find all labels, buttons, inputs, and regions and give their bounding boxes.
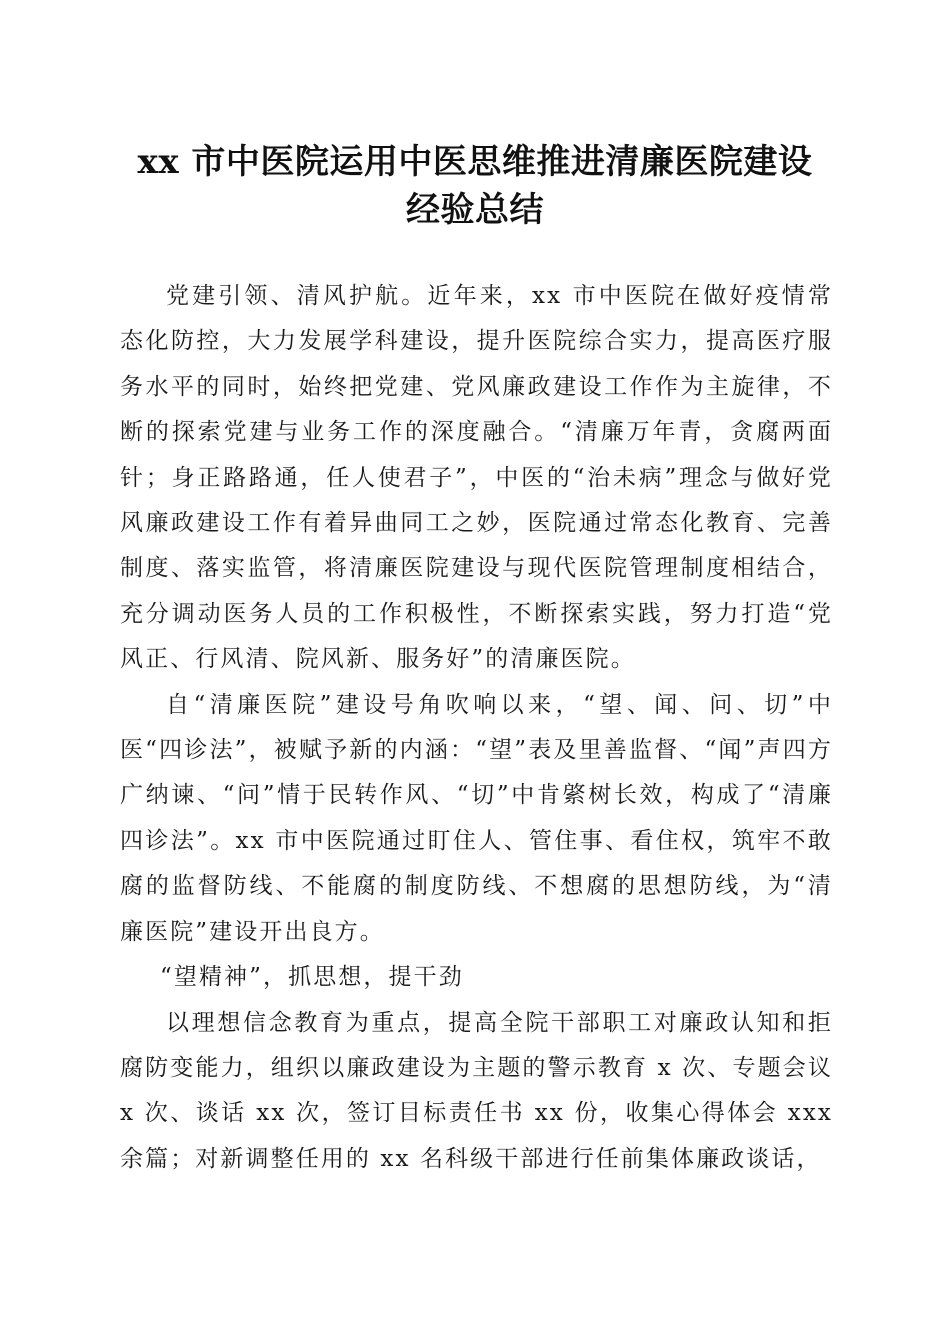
paragraph-four-diagnosis: 自“清廉医院”建设号角吹响以来，“望、闻、问、切”中医“四诊法”，被赋予新的内涵：“望”表及里善监督、“闻”声四方广纳谏、“问”情于民转作风、“切”中肯綮树长效，构成了“清廉四诊法”。xx 市中医院通过盯住人、管住事、看住权，筑牢不敢腐的监督防线、不能腐的制度防线、不想腐的思想防线，为“清廉医院”建设开出良方。 xyxy=(120,691,833,945)
title-line-2: 经验总结 xyxy=(406,190,544,230)
section-heading: “望精神”，抓思想，提干劲 xyxy=(160,964,464,991)
document-title xyxy=(120,138,830,234)
paragraph-intro: 党建引领、清风护航。近年来，xx 市中医院在做好疫情常态化防控，大力发展学科建设，提升医院综合实力，提高医疗服务水平的同时，始终把党建、党风廉政建设工作作为主旋律，不断的探索党建与业务工作的深度融合。“清廉万年青，贪腐两面针；身正路路通，任人使君子”，中医的“治未病”理念与做好党风廉政建设工作有着异曲同工之妙，医院通过常态化教育、完善制度、落实监管，将清廉医院建设与现代医院管理制度相结合，充分调动医务人员的工作积极性，不断探索实践，努力打造“党风正、行风清、院风新、服务好”的清廉医院。 xyxy=(120,283,834,673)
title-line-1: xx 市中医院运用中医思维推进清廉医院建设 xyxy=(137,142,813,182)
document-body xyxy=(120,274,833,1182)
paragraph-ideal-education: 以理想信念教育为重点，提高全院干部职工对廉政认知和拒腐防变能力，组织以廉政建设为主题的警示教育 x 次、专题会议 x 次、谈话 xx 次，签订目标责任书 xx 份，收集心得体会 xxx 余篇；对新调整任用的 xx 名科级干部进行任前集体廉政谈话， xyxy=(120,1009,833,1172)
